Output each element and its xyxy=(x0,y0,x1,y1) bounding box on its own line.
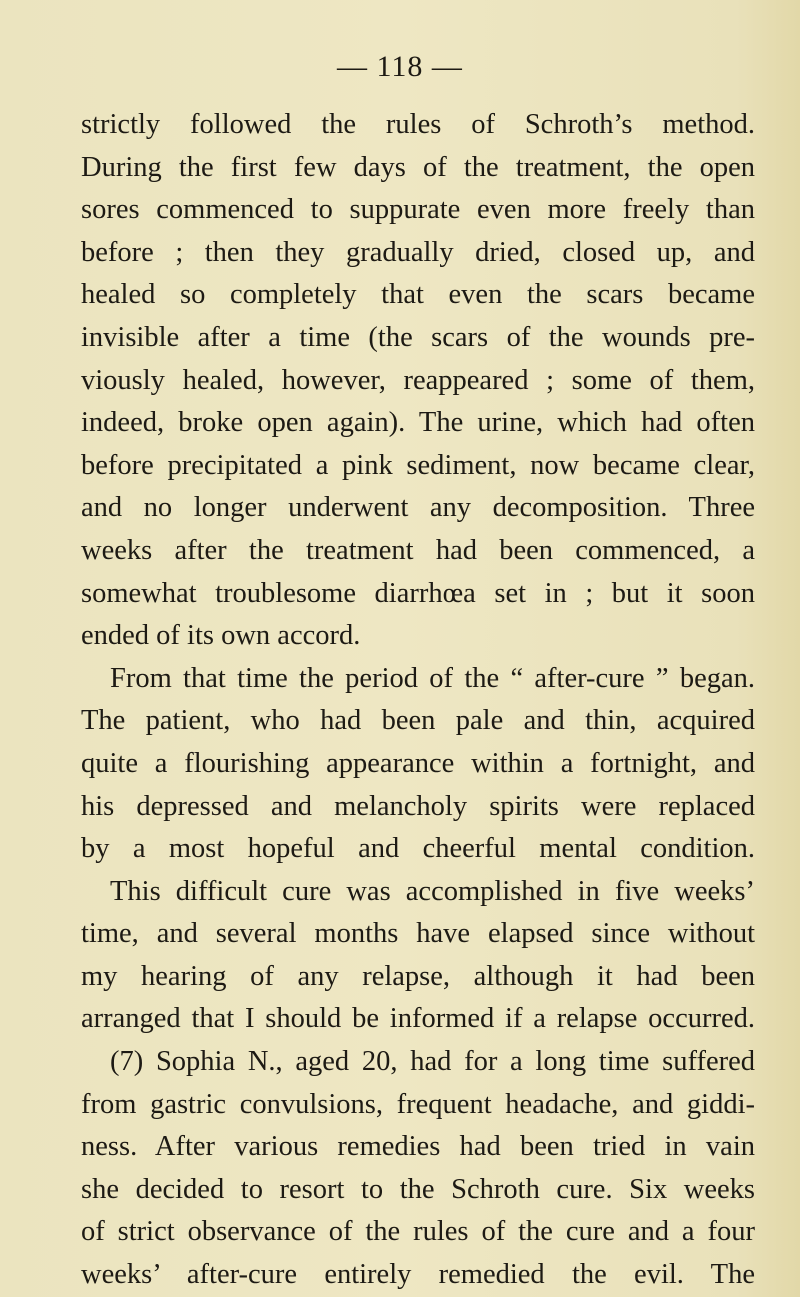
page-number: — 118 — xyxy=(337,50,463,83)
text-line: his depressed and melancholy spirits were replaced xyxy=(81,790,755,822)
text-line: healed so completely that even the scars became xyxy=(81,279,755,311)
paragraph-start-line: This difficult cure was accomplished in five weeks’ xyxy=(110,875,755,907)
text-line: somewhat troublesome diarrhœa set in ; but it soon xyxy=(81,577,755,609)
text-line: weeks after the treatment had been commenced, a xyxy=(81,534,755,566)
text-line: strictly followed the rules of Schroth’s method. xyxy=(81,109,755,140)
text-line: invisible after a time (the scars of the wounds pre- xyxy=(81,321,755,353)
text-line: weeks’ after-cure entirely remedied the evil. The xyxy=(81,1259,755,1291)
text-line: ness. After various remedies had been tried in vain xyxy=(81,1131,755,1163)
text-line: before precipitated a pink sediment, now became clear, xyxy=(81,449,755,481)
text-line: During the first few days of the treatment, the open xyxy=(81,151,755,183)
text-line: arranged that I should be informed if a relapse occurred. xyxy=(81,1003,755,1035)
text-line: The patient, who had been pale and thin, acquired xyxy=(81,705,755,737)
text-line: quite a flourishing appearance within a fortnight, and xyxy=(81,747,755,779)
body-text xyxy=(81,104,755,1297)
text-line: my hearing of any relapse, although it had been xyxy=(81,960,755,992)
paragraph-start-line: From that time the period of the “ after-cure ” began. xyxy=(110,662,755,694)
text-line: from gastric convulsions, frequent headache, and giddi- xyxy=(81,1088,755,1120)
text-line: time, and several months have elapsed since without xyxy=(81,918,755,950)
text-line: viously healed, however, reappeared ; some of them, xyxy=(81,364,755,396)
text-line: sores commenced to suppurate even more freely than xyxy=(81,194,755,226)
paragraph-start-line: (7) Sophia N., aged 20, had for a long time suffered xyxy=(110,1046,755,1078)
paragraph-end-line: ended of its own accord. xyxy=(81,620,361,652)
text-line: indeed, broke open again). The urine, which had often xyxy=(81,407,755,439)
text-line: before ; then they gradually dried, closed up, and xyxy=(81,236,755,268)
text-line: of strict observance of the rules of the cure and a four xyxy=(81,1216,755,1248)
text-line: she decided to resort to the Schroth cure. Six weeks xyxy=(81,1173,755,1205)
text-line: by a most hopeful and cheerful mental condition. xyxy=(81,833,755,865)
text-line: and no longer underwent any decomposition. Three xyxy=(81,492,755,524)
